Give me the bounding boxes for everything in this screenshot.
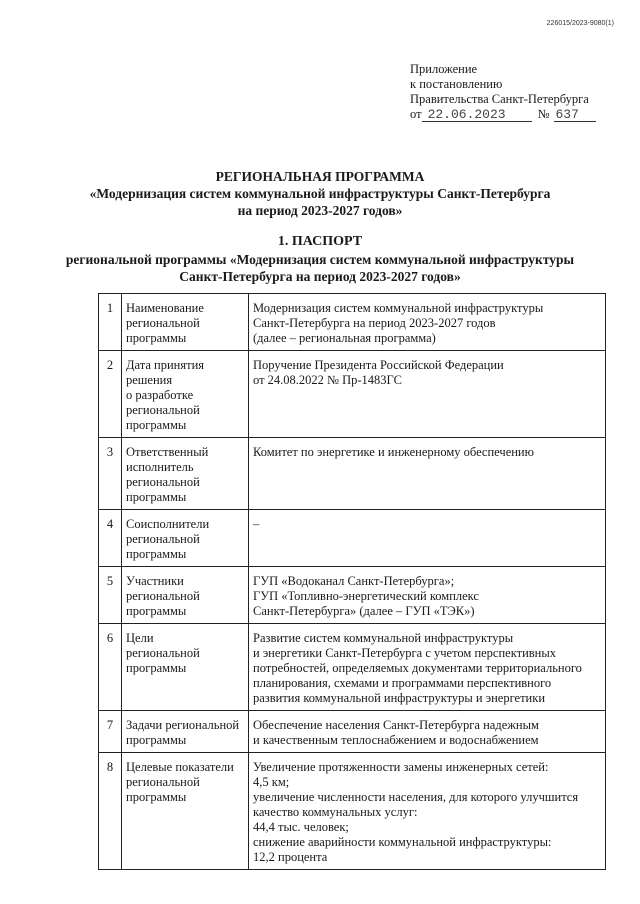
field-value-line: и энергетики Санкт-Петербурга с учетом перспективных xyxy=(253,646,557,660)
field-value-line: снижение аварийности коммунальной инфраструктуры: xyxy=(253,835,552,849)
row-number: 2 xyxy=(99,351,122,438)
table-row xyxy=(99,294,606,351)
row-number: 3 xyxy=(99,438,122,510)
row-field-value xyxy=(249,711,606,753)
field-name-line: Задачи региональной xyxy=(126,718,240,732)
appendix-line-3: Правительства Санкт-Петербурга xyxy=(410,92,589,106)
field-value-line: Развитие систем коммунальной инфраструктуры xyxy=(253,631,514,645)
title-line-2: «Модернизация систем коммунальной инфраструктуры Санкт-Петербурга xyxy=(89,186,551,201)
table-row xyxy=(99,753,606,870)
number-label: № xyxy=(537,107,550,121)
field-value-line: качество коммунальных услуг: xyxy=(253,805,418,819)
row-field-name xyxy=(122,294,249,351)
field-name-line: программы xyxy=(126,604,187,618)
field-value-line: Санкт-Петербурга на период 2023-2027 годов xyxy=(253,316,496,330)
field-name-line: Ответственный xyxy=(126,445,209,459)
field-name-line: региональной xyxy=(126,403,200,417)
table-row xyxy=(99,624,606,711)
field-name-line: программы xyxy=(126,331,187,345)
row-number: 1 xyxy=(99,294,122,351)
field-name-line: Цели xyxy=(126,631,154,645)
row-field-name xyxy=(122,753,249,870)
row-number: 4 xyxy=(99,510,122,567)
table-row xyxy=(99,351,606,438)
field-value-line: 4,5 км; xyxy=(253,775,290,789)
passport-title: 1. ПАСПОРТ xyxy=(277,234,363,249)
field-value-line: развития коммунальной инфраструктуры и энергетики xyxy=(253,691,546,705)
table-row xyxy=(99,510,606,567)
field-name-line: программы xyxy=(126,790,187,804)
field-name-line: решения xyxy=(126,373,173,387)
row-field-name xyxy=(122,624,249,711)
field-value-line: Санкт-Петербурга» (далее – ГУП «ТЭК») xyxy=(253,604,475,618)
row-field-value xyxy=(249,753,606,870)
from-label: от xyxy=(410,107,422,121)
table-row xyxy=(99,567,606,624)
appendix-line-2: к постановлению xyxy=(410,77,503,91)
row-field-name xyxy=(122,510,249,567)
field-name-line: программы xyxy=(126,490,187,504)
appendix-block xyxy=(410,62,600,122)
field-name-line: Дата принятия xyxy=(126,358,205,372)
field-value-line: Обеспечение населения Санкт-Петербурга надежным xyxy=(253,718,539,732)
row-field-value xyxy=(249,294,606,351)
row-field-name xyxy=(122,438,249,510)
passport-line-3: Санкт-Петербурга на период 2023-2027 годов» xyxy=(179,269,461,284)
row-number: 6 xyxy=(99,624,122,711)
field-value-line: от 24.08.2022 № Пр-1483ГС xyxy=(253,373,402,387)
field-value-line: (далее – региональная программа) xyxy=(253,331,436,345)
field-name-line: программы xyxy=(126,733,187,747)
appendix-date-line xyxy=(410,107,600,122)
field-name-line: Соисполнители xyxy=(126,517,210,531)
field-value-line: увеличение численности населения, для которого улучшится xyxy=(253,790,579,804)
table-row xyxy=(99,438,606,510)
field-value-line: 44,4 тыс. человек; xyxy=(253,820,349,834)
program-title xyxy=(0,168,640,219)
field-name-line: программы xyxy=(126,661,187,675)
field-name-line: программы xyxy=(126,547,187,561)
table-row xyxy=(99,711,606,753)
row-field-name xyxy=(122,711,249,753)
field-name-line: Участники xyxy=(126,574,184,588)
passport-table xyxy=(98,293,606,870)
field-name-line: региональной xyxy=(126,532,200,546)
field-name-line: региональной xyxy=(126,589,200,603)
field-name-line: Целевые показатели xyxy=(126,760,234,774)
decree-number: 637 xyxy=(554,108,596,122)
row-field-name xyxy=(122,351,249,438)
field-value-line: – xyxy=(253,517,260,531)
field-name-line: программы xyxy=(126,418,187,432)
row-field-value xyxy=(249,624,606,711)
row-field-value xyxy=(249,510,606,567)
field-name-line: региональной xyxy=(126,775,200,789)
field-value-line: Увеличение протяженности замены инженерных сетей: xyxy=(253,760,549,774)
field-value-line: ГУП «Топливно-энергетический комплекс xyxy=(253,589,479,603)
field-value-line: Модернизация систем коммунальной инфраструктуры xyxy=(253,301,544,315)
document-id: 226015/2023-9080(1) xyxy=(546,20,614,27)
row-number: 7 xyxy=(99,711,122,753)
field-value-line: 12,2 процента xyxy=(253,850,328,864)
row-field-name xyxy=(122,567,249,624)
row-field-value xyxy=(249,567,606,624)
title-line-1: РЕГИОНАЛЬНАЯ ПРОГРАММА xyxy=(215,169,425,184)
field-value-line: планирования, схемами и программами перспективного xyxy=(253,676,552,690)
appendix-line-1: Приложение xyxy=(410,62,478,76)
field-name-line: о разработке xyxy=(126,388,194,402)
field-value-line: потребностей, определяемых документами территориального xyxy=(253,661,582,675)
field-name-line: региональной xyxy=(126,646,200,660)
field-name-line: региональной xyxy=(126,316,200,330)
title-line-3: на период 2023-2027 годов» xyxy=(237,203,403,218)
row-field-value xyxy=(249,438,606,510)
field-name-line: Наименование xyxy=(126,301,204,315)
row-number: 8 xyxy=(99,753,122,870)
field-value-line: Комитет по энергетике и инженерному обеспечению xyxy=(253,445,534,459)
row-field-value xyxy=(249,351,606,438)
row-number: 5 xyxy=(99,567,122,624)
decree-date: 22.06.2023 xyxy=(422,108,532,122)
passport-line-2: региональной программы «Модернизация систем коммунальной инфраструктуры xyxy=(65,252,575,267)
field-name-line: региональной xyxy=(126,475,200,489)
field-value-line: Поручение Президента Российской Федерации xyxy=(253,358,504,372)
passport-heading xyxy=(0,233,640,285)
field-name-line: исполнитель xyxy=(126,460,194,474)
field-value-line: и качественным теплоснабжением и водоснабжением xyxy=(253,733,539,747)
field-value-line: ГУП «Водоканал Санкт-Петербурга»; xyxy=(253,574,455,588)
